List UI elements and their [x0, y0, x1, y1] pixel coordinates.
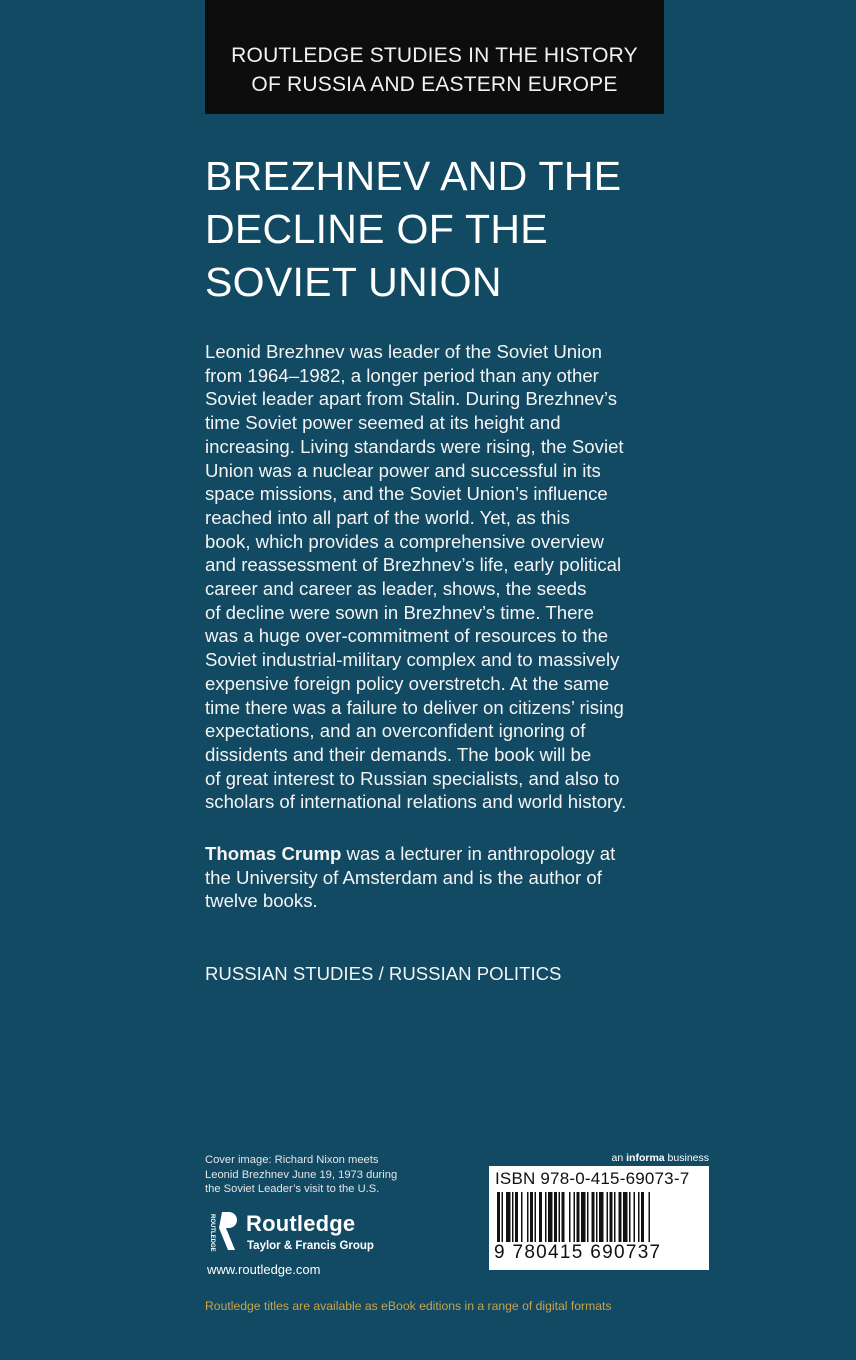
credit-line: Cover image: Richard Nixon meets [205, 1154, 379, 1166]
barcode-stripe [530, 1192, 533, 1242]
description-line: time Soviet power seemed at its height and [205, 412, 561, 434]
informa-brand: informa [626, 1152, 665, 1164]
ebook-availability-note: Routledge titles are available as eBook editions in a range of digital formats [205, 1299, 612, 1313]
barcode-stripe [521, 1192, 523, 1242]
barcode-stripe [502, 1192, 504, 1242]
credit-line: Leonid Brezhnev June 19, 1973 during [205, 1168, 398, 1181]
publisher-logo [205, 1207, 405, 1257]
description-line: expensive foreign policy overstretch. At the same [205, 672, 610, 694]
author-bio-line: the University of Amsterdam and is the author of [205, 866, 602, 888]
barcode-stripe [623, 1192, 628, 1242]
barcode-stripe [562, 1192, 565, 1242]
description-line: Union was a nuclear power and successful in its [205, 459, 601, 481]
isbn-label: ISBN 978-0-415-69073-7 [495, 1169, 690, 1188]
description-line: space missions, and the Soviet Union’s influence [205, 483, 608, 505]
barcode-stripe [610, 1192, 613, 1242]
informa-business-tag [609, 1151, 709, 1165]
description-line: book, which provides a comprehensive overview [205, 530, 604, 552]
barcode-stripe [599, 1192, 604, 1242]
subject-category: RUSSIAN STUDIES / RUSSIAN POLITICS [205, 963, 562, 984]
book-title-line: SOVIET UNION [205, 259, 502, 305]
barcode-digits: 9 780415 690737 [494, 1242, 662, 1263]
description-line: Leonid Brezhnev was leader of the Soviet Union [205, 341, 602, 362]
barcode-stripe [587, 1192, 589, 1242]
cover-image-credit [205, 1153, 445, 1197]
barcode-stripe [596, 1192, 598, 1242]
isbn-barcode [489, 1166, 709, 1270]
description-line: from 1964–1982, a longer period than any other [205, 364, 599, 386]
description-line: increasing. Living standards were rising, the Soviet [205, 435, 624, 457]
series-title-line: OF RUSSIA AND EASTERN EUROPE [251, 73, 618, 96]
barcode-stripe [559, 1192, 561, 1242]
barcode-bars [497, 1192, 701, 1242]
author-bio-line: twelve books. [205, 890, 318, 912]
publisher-name: Routledge [246, 1211, 356, 1236]
author-name: Thomas Crump [205, 843, 342, 864]
barcode-stripe [569, 1192, 571, 1242]
book-title-line: DECLINE OF THE [205, 206, 548, 252]
barcode-stripe [581, 1192, 586, 1242]
series-banner [205, 0, 664, 114]
informa-suffix: business [664, 1152, 709, 1164]
description-line: of great interest to Russian specialists, and also to [205, 767, 620, 789]
book-title-line: BREZHNEV AND THE [205, 153, 622, 199]
publisher-group: Taylor & Francis Group [247, 1240, 374, 1252]
barcode-stripe [535, 1192, 537, 1242]
author-bio-text: was a lecturer in anthropology at [341, 843, 616, 864]
description-line: Soviet leader apart from Stalin. During Brezhnev’s [205, 388, 618, 410]
informa-prefix: an [611, 1152, 627, 1164]
description-line: Soviet industrial-military complex and to massively [205, 649, 620, 671]
description-line: expectations, and an overconfident ignoring of [205, 720, 586, 742]
author-bio-line [205, 842, 675, 866]
barcode-stripe [554, 1192, 557, 1242]
series-title-line: ROUTLEDGE STUDIES IN THE HISTORY [231, 44, 638, 67]
book-description [205, 340, 675, 814]
barcode-stripe [506, 1192, 511, 1242]
description-line: scholars of international relations and world history. [205, 791, 627, 813]
barcode-stripe [649, 1192, 651, 1242]
barcode-stripe [638, 1192, 640, 1242]
barcode-stripe [527, 1192, 529, 1242]
barcode-stripe [515, 1192, 518, 1242]
description-line: reached into all part of the world. Yet, as this [205, 506, 570, 528]
barcode-stripe [641, 1192, 644, 1242]
description-line: of decline were sown in Brezhnev’s time. There [205, 601, 594, 623]
credit-line: the Soviet Leader’s visit to the U.S. [205, 1183, 380, 1195]
barcode-stripe [545, 1192, 547, 1242]
barcode-stripe [634, 1192, 636, 1242]
barcode-stripe [629, 1192, 631, 1242]
barcode-stripe [539, 1192, 542, 1242]
description-line: dissidents and their demands. The book will be [205, 743, 592, 765]
description-line: time there was a failure to deliver on citizens’ rising [205, 696, 624, 718]
book-title [205, 150, 765, 309]
barcode-stripe [614, 1192, 616, 1242]
barcode-stripe [548, 1192, 553, 1242]
description-line: career and career as leader, shows, the seeds [205, 578, 587, 600]
publisher-website[interactable]: www.routledge.com [207, 1262, 321, 1277]
barcode-stripe [577, 1192, 580, 1242]
description-line: was a huge over-commitment of resources to the [205, 625, 609, 647]
barcode-stripe [619, 1192, 622, 1242]
logo-vertical-text: ROUTLEDGE [209, 1214, 215, 1252]
barcode-stripe [512, 1192, 514, 1242]
author-bio [205, 842, 675, 913]
description-line: and reassessment of Brezhnev’s life, early political [205, 554, 622, 576]
routledge-logo-icon [205, 1209, 241, 1255]
barcode-stripe [574, 1192, 576, 1242]
barcode-stripe [592, 1192, 595, 1242]
barcode-stripe [607, 1192, 609, 1242]
barcode-stripe [497, 1192, 500, 1242]
